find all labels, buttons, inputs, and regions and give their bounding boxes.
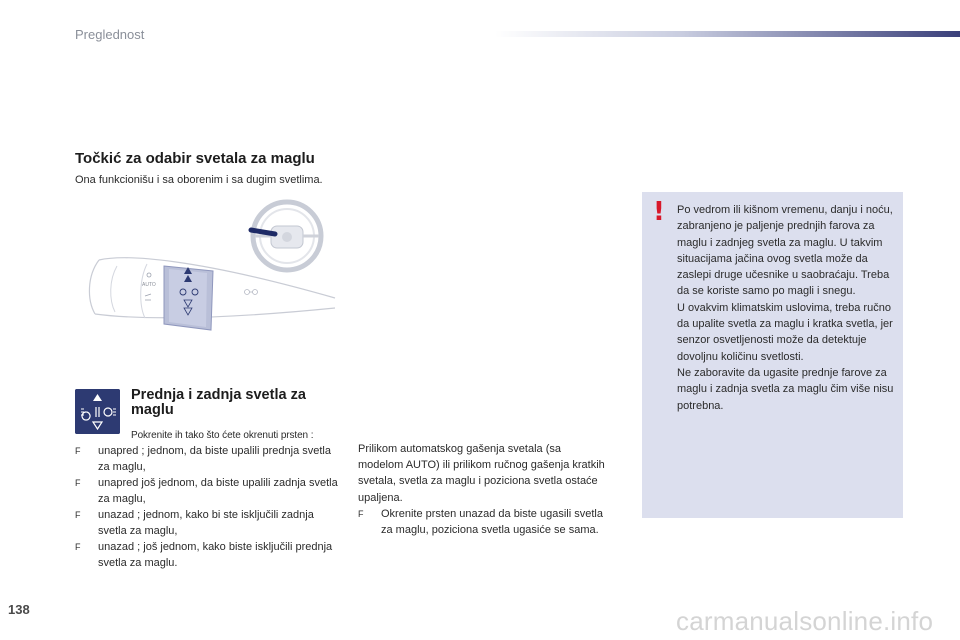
warning-paragraph: U ovakvim klimatskim uslovima, treba ručno da upalite svetla za maglu i kratka svetla, jer senzor osvetljenosti može da detektuje dovoljnu količinu svetlosti. — [677, 301, 893, 363]
bullet-marker: F — [75, 542, 81, 552]
list-item: F unazad ; još jednom, kako biste isključili prednja svetla za maglu. — [75, 541, 333, 569]
warning-text — [677, 202, 902, 414]
steering-wheel-icon — [253, 202, 321, 270]
list-item: F unapred ; jednom, da biste upalili prednja svetla za maglu, — [75, 445, 331, 473]
watermark: carmanualsonline.info — [676, 606, 934, 636]
auto-mode-paragraph: Prilikom automatskog gašenja svetala (sa modelom AUTO) ili prilikom ručnog gašenja kratkih svetala, svetla za maglu i poziciona svetla ostaće upaljena. — [358, 443, 605, 504]
fog-light-badge-icon — [75, 389, 120, 434]
bullet-marker: F — [75, 478, 81, 488]
subsection-note: Pokrenite ih tako što ćete okrenuti prsten : — [131, 430, 314, 441]
bullet-marker: F — [75, 510, 81, 520]
bullet-marker: F — [75, 446, 81, 456]
warning-paragraph: Po vedrom ili kišnom vremenu, danju i noću, zabranjeno je paljenje prednjih farova za maglu i zadnjeg svetla za maglu. U takvim situacijama jačina ovog svetla može da zaslepi druge učesnike u saobraćaju. Treba da se koriste samo po magli i snegu. — [677, 204, 893, 298]
subsection-title: Prednja i zadnja svetla za maglu — [131, 387, 306, 418]
instruction-list — [75, 443, 345, 571]
header-title: Preglednost — [75, 27, 145, 42]
page-number: 138 — [8, 602, 30, 617]
fog-light-stalk-illustration — [85, 196, 345, 346]
warning-paragraph: Ne zaboravite da ugasite prednje farove za maglu i zadnja svetla za maglu čim više nisu potrebna. — [677, 366, 894, 412]
header-bar — [495, 31, 960, 37]
section-subtitle: Ona funkcionišu i sa oborenim i sa dugim svetlima. — [75, 174, 323, 186]
auto-mode-bullet: F Okrenite prsten unazad da biste ugasili svetla za maglu, poziciona svetla ugasiće se sama. — [358, 507, 603, 537]
list-item: F unazad ; jednom, kako bi ste isključili zadnja svetla za maglu, — [75, 509, 314, 537]
warning-exclamation-icon: ! — [653, 197, 665, 227]
bullet-marker: F — [358, 508, 364, 519]
auto-label: AUTO — [142, 282, 156, 288]
section-title: Točkić za odabir svetala za maglu — [75, 150, 315, 167]
list-item: F unapred još jednom, da biste upalili zadnja svetla za maglu, — [75, 477, 338, 505]
auto-mode-note — [358, 441, 608, 538]
